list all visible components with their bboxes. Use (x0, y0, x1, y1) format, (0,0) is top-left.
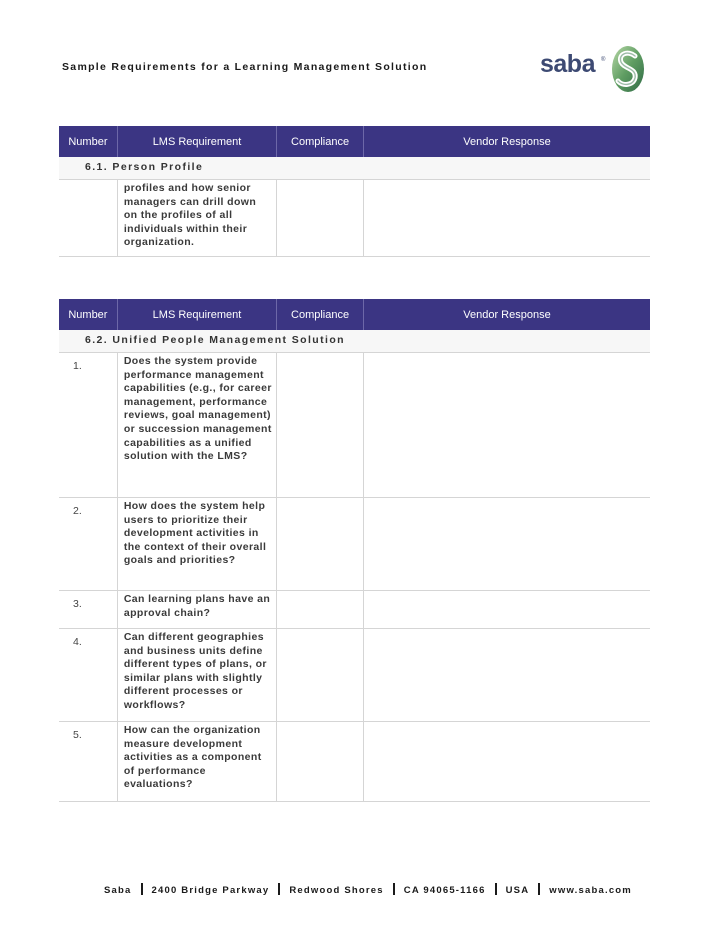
table-row (59, 180, 650, 257)
row-number: 3. (59, 591, 117, 629)
requirement-text: Can learning plans have an approval chain? (117, 591, 276, 629)
requirement-text: Can different geographies and business units define different types of plans, or similar plans with slightly different processes or workflows? (117, 629, 276, 722)
vendor-response-cell[interactable] (363, 353, 650, 498)
row-number: 4. (59, 629, 117, 722)
compliance-cell[interactable] (277, 353, 364, 498)
compliance-cell[interactable] (277, 629, 364, 722)
column-header-vendor-response: Vendor Response (363, 299, 650, 330)
saba-s-mark-icon (610, 44, 646, 94)
section-row (59, 157, 650, 180)
footer-company: Saba (104, 885, 132, 896)
vendor-response-cell[interactable] (363, 722, 650, 802)
requirements-table-person-profile (59, 126, 650, 257)
table-row (59, 591, 650, 629)
table-row (59, 498, 650, 591)
column-header-requirement: LMS Requirement (117, 299, 276, 330)
compliance-cell[interactable] (277, 722, 364, 802)
requirement-text: Does the system provide performance management capabilities (e.g., for career management, performance reviews, goal management) or succession management capabilities as a unified solution with the LMS? (117, 353, 276, 498)
table-row (59, 353, 650, 498)
section-title-person-profile: 6.1. Person Profile (85, 161, 204, 173)
compliance-cell[interactable] (277, 591, 364, 629)
table-row (59, 722, 650, 802)
vendor-response-cell[interactable] (363, 180, 650, 257)
section-title-unified-people-management: 6.2. Unified People Management Solution (85, 334, 345, 346)
footer-separator (538, 883, 540, 895)
footer-country: USA (505, 885, 530, 896)
footer-state-zip: CA 94065-1166 (403, 885, 486, 896)
requirements-table-unified-people-management (59, 299, 650, 802)
column-header-compliance: Compliance (277, 299, 364, 330)
compliance-cell[interactable] (277, 498, 364, 591)
vendor-response-cell[interactable] (363, 591, 650, 629)
requirement-text: How can the organization measure development activities as a component of performance evaluations? (117, 722, 276, 802)
table-header-row (59, 299, 650, 330)
requirement-text: How does the system help users to prioritize their development activities in the context of their overall goals and priorities? (117, 498, 276, 591)
saba-logo (540, 44, 640, 96)
table-header-row (59, 126, 650, 157)
row-number: 5. (59, 722, 117, 802)
requirement-text: profiles and how senior managers can drill down on the profiles of all individuals within their organization. (117, 180, 276, 257)
column-header-number: Number (59, 126, 117, 157)
footer-separator (393, 883, 395, 895)
column-header-vendor-response: Vendor Response (363, 126, 650, 157)
footer-website-link[interactable]: www.saba.com (549, 885, 632, 896)
section-row (59, 330, 650, 353)
footer-separator (141, 883, 143, 895)
logo-registered-mark: ® (601, 57, 606, 63)
footer-separator (278, 883, 280, 895)
row-number: 2. (59, 498, 117, 591)
logo-wordmark: saba (540, 50, 595, 78)
column-header-requirement: LMS Requirement (117, 126, 276, 157)
footer-separator (495, 883, 497, 895)
compliance-cell[interactable] (277, 180, 364, 257)
column-header-compliance: Compliance (277, 126, 364, 157)
vendor-response-cell[interactable] (363, 629, 650, 722)
row-number (59, 180, 117, 257)
footer-city: Redwood Shores (289, 885, 384, 896)
row-number: 1. (59, 353, 117, 498)
vendor-response-cell[interactable] (363, 498, 650, 591)
document-footer (104, 883, 632, 896)
table-row (59, 629, 650, 722)
document-header-title: Sample Requirements for a Learning Management Solution (62, 61, 428, 73)
footer-street: 2400 Bridge Parkway (151, 885, 270, 896)
column-header-number: Number (59, 299, 117, 330)
